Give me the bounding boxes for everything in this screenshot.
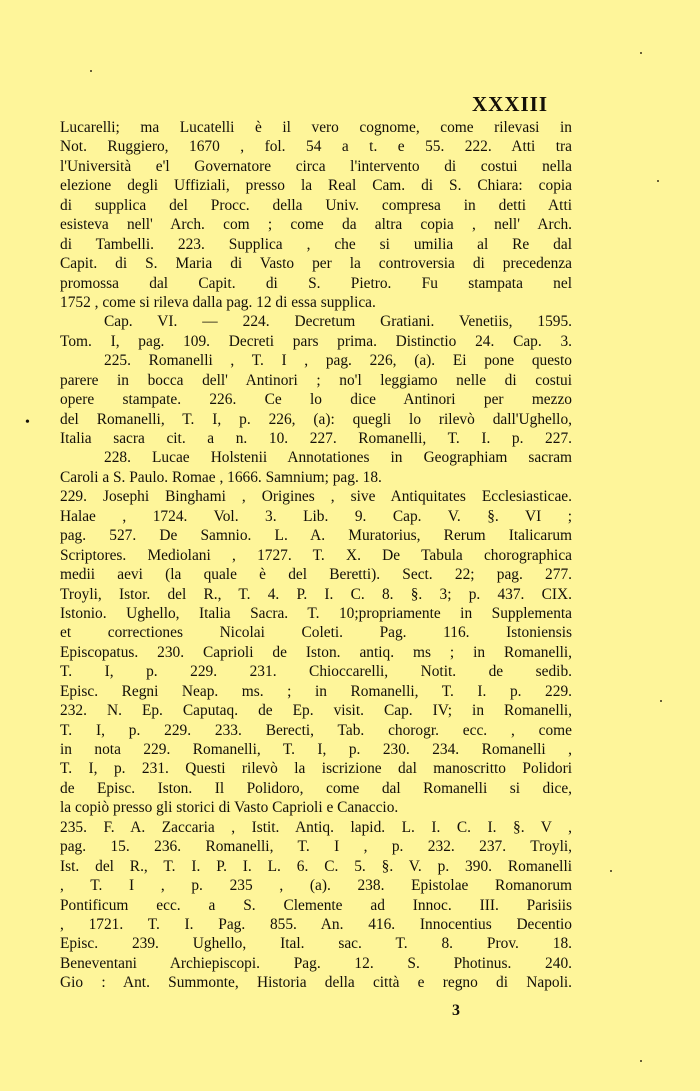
- text-line: pag. 527. De Samnio. L. A. Muratorius, Rerum Italicarum: [60, 527, 572, 545]
- paper-speck: [640, 1060, 642, 1062]
- text-line: di Tambelli. 223. Supplica , che si umilia al Re dal: [60, 235, 572, 253]
- text-line: et correctiones Nicolai Coleti. Pag. 116. Istoniensis: [60, 624, 572, 642]
- text-line: del Romanelli, T. I, p. 226, (a): quegli lo rilevò dall'Ughello,: [60, 410, 572, 428]
- text-line: promossa dal Capit. di S. Pietro. Fu stampata nel: [60, 274, 572, 292]
- text-line: opere stampate. 226. Ce lo dice Antinori per mezzo: [60, 391, 572, 409]
- text-line: Capit. di S. Maria di Vasto per la controversia di precedenza: [60, 255, 572, 273]
- text-line: T. I, p. 229. 233. Berecti, Tab. chorogr. ecc. , come: [60, 721, 572, 739]
- paper-speck: [657, 180, 659, 182]
- text-line: T. I, p. 229. 231. Chioccarelli, Notit. de sedib.: [60, 663, 572, 681]
- margin-mark: •: [25, 415, 30, 430]
- text-line: pag. 15. 236. Romanelli, T. I , p. 232. 237. Troyli,: [60, 838, 572, 856]
- text-line: Episc. 239. Ughello, Ital. sac. T. 8. Prov. 18.: [60, 935, 572, 953]
- text-line: Episc. Regni Neap. ms. ; in Romanelli, T. I. p. 229.: [60, 682, 572, 700]
- text-line: Istonio. Ughello, Italia Sacra. T. 10;propriamente in Supplementa: [60, 604, 572, 622]
- text-line: Caroli a S. Paulo. Romae , 1666. Samnium; pag. 18.: [60, 468, 382, 486]
- text-line: 229. Josephi Binghami , Origines , sive Antiquitates Ecclesiasticae.: [60, 488, 572, 506]
- text-line: Gio : Ant. Summonte, Historia della città e regno di Napoli.: [60, 974, 572, 992]
- body-text: [60, 118, 572, 993]
- text-line: l'Università e'l Governatore circa l'intervento di costui nella: [60, 157, 572, 175]
- text-line: di supplica del Procc. della Univ. compresa in detti Atti: [60, 196, 572, 214]
- text-line: Pontificum ecc. a S. Clemente ad Innoc. III. Parisiis: [60, 896, 572, 914]
- text-line: Not. Ruggiero, 1670 , fol. 54 a t. e 55. 222. Atti tra: [60, 138, 572, 156]
- paper-speck: [660, 700, 662, 702]
- text-line: , 1721. T. I. Pag. 855. An. 416. Innocentius Decentio: [60, 915, 572, 933]
- paper-speck: [90, 70, 92, 72]
- text-line: 225. Romanelli , T. I , pag. 226, (a). Ei pone questo: [104, 352, 572, 370]
- text-line: Lucarelli; ma Lucatelli è il vero cognome, come rilevasi in: [60, 119, 572, 136]
- text-line: Beneventani Archiepiscopi. Pag. 12. S. Photinus. 240.: [60, 954, 572, 972]
- text-line: Halae , 1724. Vol. 3. Lib. 9. Cap. V. §. VI ;: [60, 507, 572, 525]
- text-line: , T. I , p. 235 , (a). 238. Epistolae Romanorum: [60, 877, 572, 895]
- paper-speck: [640, 52, 642, 54]
- text-line: Troyli, Istor. del R., T. 4. P. I. C. 8. §. 3; p. 437. CIX.: [60, 585, 572, 603]
- text-line: 235. F. A. Zaccaria , Istit. Antiq. lapid. L. I. C. I. §. V ,: [60, 818, 572, 836]
- text-line: 232. N. Ep. Caputaq. de Ep. visit. Cap. IV; in Romanelli,: [60, 702, 572, 720]
- paper-speck: [610, 870, 612, 872]
- text-line: Scriptores. Mediolani , 1727. T. X. De Tabula chorographica: [60, 546, 572, 564]
- text-line: Cap. VI. — 224. Decretum Gratiani. Venetiis, 1595.: [104, 313, 572, 331]
- page-header: XXXIII: [472, 92, 549, 116]
- text-line: Tom. I, pag. 109. Decreti pars prima. Distinctio 24. Cap. 3.: [60, 332, 572, 350]
- text-line: esisteva nell' Arch. com ; come da altra copia , nell' Arch.: [60, 216, 572, 234]
- text-line: parere in bocca dell' Antinori ; no'l leggiamo nelle di costui: [60, 371, 572, 389]
- text-line: de Episc. Iston. Il Polidoro, come dal Romanelli si dice,: [60, 779, 572, 797]
- text-line: Episcopatus. 230. Caprioli de Iston. antiq. ms ; in Romanelli,: [60, 643, 572, 661]
- text-line: 228. Lucae Holstenii Annotationes in Geographiam sacram: [104, 449, 572, 467]
- page-number: 3: [452, 1002, 460, 1019]
- text-line: 1752 , come si rileva dalla pag. 12 di essa supplica.: [60, 293, 376, 311]
- text-line: T. I, p. 231. Questi rilevò la iscrizione dal manoscritto Polidori: [60, 760, 572, 778]
- text-line: Ist. del R., T. I. P. I. L. 6. C. 5. §. V. p. 390. Romanelli: [60, 857, 572, 875]
- text-line: medii aevi (la quale è del Beretti). Sect. 22; pag. 277.: [60, 566, 572, 584]
- text-line: elezione degli Uffiziali, presso la Real Cam. di S. Chiara: copia: [60, 177, 572, 195]
- text-line: in nota 229. Romanelli, T. I, p. 230. 234. Romanelli ,: [60, 741, 572, 758]
- text-line: Italia sacra cit. a n. 10. 227. Romanelli, T. I. p. 227.: [60, 430, 572, 447]
- text-line: la copiò presso gli storici di Vasto Caprioli e Canaccio.: [60, 799, 399, 817]
